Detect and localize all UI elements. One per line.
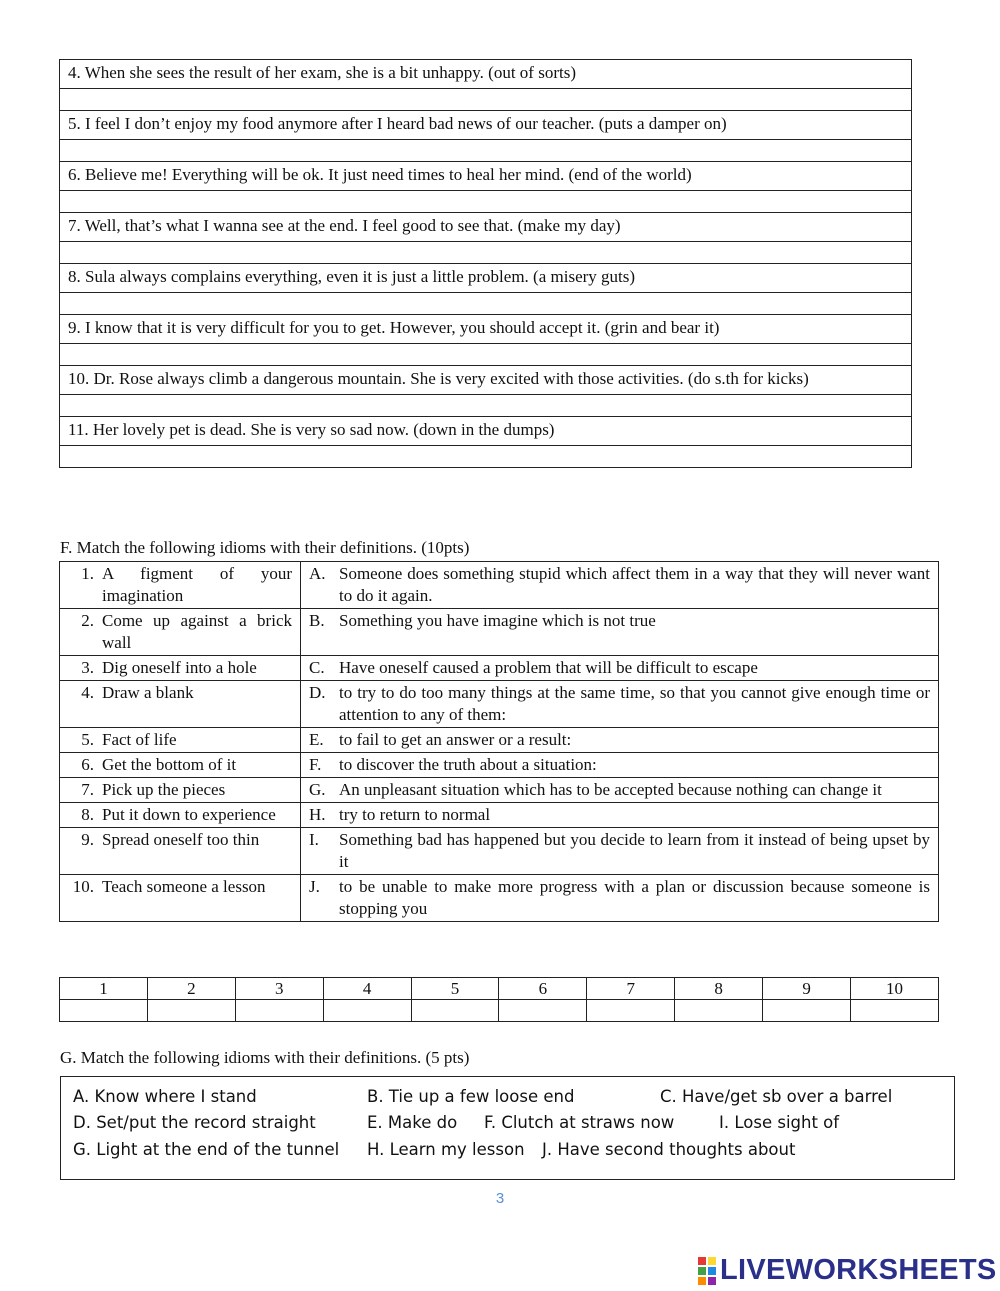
answer-grid-cell[interactable] [587,1000,675,1022]
definition-letter: A. [309,564,326,583]
definition-letter: B. [309,611,325,630]
definition-cell [301,778,939,803]
definition-text: to fail to get an answer or a result: [339,730,572,749]
matching-row [60,875,939,922]
matching-table [59,561,939,922]
logo-color-block [708,1277,716,1285]
matching-row [60,778,939,803]
answer-line[interactable] [60,293,912,315]
definition-cell [301,609,939,656]
exercise-sentence: 6. Believe me! Everything will be ok. It just need times to heal her mind. (end of the world) [60,162,912,191]
idiom-number: 9. [81,830,94,849]
matching-row [60,828,939,875]
exercise-sentence: 11. Her lovely pet is dead. She is very so sad now. (down in the dumps) [60,417,912,446]
answer-grid-cell[interactable] [851,1000,939,1022]
definition-text: An unpleasant situation which has to be accepted because nothing can change it [339,780,882,799]
idiom-cell [60,562,301,609]
idiom-option: G. Light at the end of the tunnel [73,1140,340,1159]
idiom-option: A. Know where I stand [73,1087,257,1106]
idiom-option: B. Tie up a few loose end [367,1087,575,1106]
idiom-number: 1. [81,564,94,583]
answer-grid-cell[interactable] [675,1000,763,1022]
answer-grid-number: 1 [60,978,148,1000]
definition-text: Something you have imagine which is not true [339,611,656,630]
matching-row [60,656,939,681]
section-g-heading: G. Match the following idioms with their definitions. (5 pts) [60,1048,470,1067]
definition-text: to discover the truth about a situation: [339,755,597,774]
definition-letter: I. [309,830,319,849]
idiom-text: Fact of life [102,730,177,749]
idiom-option: J. Have second thoughts about [542,1140,796,1159]
logo-color-block [698,1257,706,1265]
answer-line[interactable] [60,446,912,468]
idiom-text: Get the bottom of it [102,755,237,774]
idiom-option: I. Lose sight of [719,1113,840,1132]
answer-grid-number: 7 [587,978,675,1000]
definition-text: to be unable to make more progress with a plan or discussion because someone is stopping you [339,877,930,918]
definition-cell [301,656,939,681]
idiom-number: 2. [81,611,94,630]
answer-grid-number: 5 [411,978,499,1000]
answer-grid [59,977,939,1022]
idiom-text: Spread oneself too thin [102,830,260,849]
definition-letter: E. [309,730,324,749]
definition-letter: H. [309,805,326,824]
answer-line[interactable] [60,395,912,417]
page-number: 3 [495,1190,505,1207]
exercise-sentence: 9. I know that it is very difficult for you to get. However, you should accept it. (grin and bear it) [60,315,912,344]
answer-grid-cell[interactable] [323,1000,411,1022]
idiom-number: 4. [81,683,94,702]
answer-grid-number: 4 [323,978,411,1000]
definition-letter: J. [309,877,320,896]
answer-grid-cell[interactable] [60,1000,148,1022]
idiom-cell [60,681,301,728]
idiom-cell [60,803,301,828]
logo-brand-text: LIVEWORKSHEETS [720,1254,997,1286]
exercise-sentence: 5. I feel I don’t enjoy my food anymore after I heard bad news of our teacher. (puts a damper on) [60,111,912,140]
answer-line[interactable] [60,344,912,366]
answer-grid-number: 8 [675,978,763,1000]
matching-row [60,562,939,609]
idiom-number: 10. [72,877,94,896]
definition-text: try to return to normal [339,805,491,824]
matching-row [60,753,939,778]
idiom-option: E. Make do [367,1113,458,1132]
definition-cell [301,728,939,753]
section-f-heading: F. Match the following idioms with their definitions. (10pts) [60,538,470,557]
exercise-sentence: 7. Well, that’s what I wanna see at the end. I feel good to see that. (make my day) [60,213,912,242]
definition-letter: C. [309,658,325,677]
definition-text: Have oneself caused a problem that will be difficult to escape [339,658,758,677]
answer-grid-number: 9 [763,978,851,1000]
definition-text: Something bad has happened but you decide to learn from it instead of being upset by it [339,830,930,871]
matching-row [60,609,939,656]
answer-grid-number: 2 [147,978,235,1000]
idiom-text: Come up against a brick wall [102,611,292,652]
idiom-number: 5. [81,730,94,749]
definition-cell [301,875,939,922]
definition-cell [301,681,939,728]
matching-row [60,681,939,728]
answer-grid-cell[interactable] [499,1000,587,1022]
idiom-text: Pick up the pieces [102,780,226,799]
idiom-options-box [60,1076,955,1180]
matching-row [60,728,939,753]
definition-cell [301,562,939,609]
answer-line[interactable] [60,242,912,264]
answer-grid-cell[interactable] [235,1000,323,1022]
idiom-cell [60,609,301,656]
idiom-option: F. Clutch at straws now [484,1113,675,1132]
definition-cell [301,753,939,778]
exercise-sentence: 8. Sula always complains everything, even it is just a little problem. (a misery guts) [60,264,912,293]
exercise-sentence: 10. Dr. Rose always climb a dangerous mountain. She is very excited with those activities. (do s.th for kicks) [60,366,912,395]
idiom-text: Dig oneself into a hole [102,658,257,677]
answer-line[interactable] [60,191,912,213]
idiom-cell [60,728,301,753]
idiom-text: Draw a blank [102,683,194,702]
idiom-text: Put it down to experience [102,805,276,824]
idiom-cell [60,656,301,681]
answer-grid-number: 3 [235,978,323,1000]
idiom-option: H. Learn my lesson [367,1140,525,1159]
idiom-cell [60,753,301,778]
logo-color-block [698,1277,706,1285]
answer-grid-cell[interactable] [411,1000,499,1022]
logo-color-block [708,1267,716,1275]
definition-cell [301,803,939,828]
answer-grid-cell[interactable] [763,1000,851,1022]
logo-color-block [708,1257,716,1265]
answer-grid-number: 6 [499,978,587,1000]
matching-row [60,803,939,828]
logo-blocks-icon [698,1257,716,1285]
definition-text: to try to do too many things at the same time, so that you cannot give enough time or attention to any of them: [339,683,930,724]
idiom-text: Teach someone a lesson [102,877,266,896]
definition-letter: F. [309,755,322,774]
logo-color-block [698,1267,706,1275]
idiom-option: C. Have/get sb over a barrel [660,1087,893,1106]
exercise-sentence: 4. When she sees the result of her exam, she is a bit unhappy. (out of sorts) [60,60,912,89]
idiom-option: D. Set/put the record straight [73,1113,316,1132]
idiom-number: 3. [81,658,94,677]
idiom-cell [60,828,301,875]
definition-cell [301,828,939,875]
idiom-number: 8. [81,805,94,824]
answer-line[interactable] [60,89,912,111]
idiom-number: 7. [81,780,94,799]
liveworksheets-logo[interactable] [698,1254,997,1287]
definition-letter: D. [309,683,326,702]
definition-letter: G. [309,780,326,799]
idiom-cell [60,778,301,803]
idiom-text: A figment of your imagination [102,564,292,605]
idiom-number: 6. [81,755,94,774]
answer-line[interactable] [60,140,912,162]
answer-grid-number: 10 [851,978,939,1000]
answer-grid-cell[interactable] [147,1000,235,1022]
definition-text: Someone does something stupid which affect them in a way that they will never want to do it again. [339,564,930,605]
idiom-cell [60,875,301,922]
exercise-e-table [59,59,912,468]
